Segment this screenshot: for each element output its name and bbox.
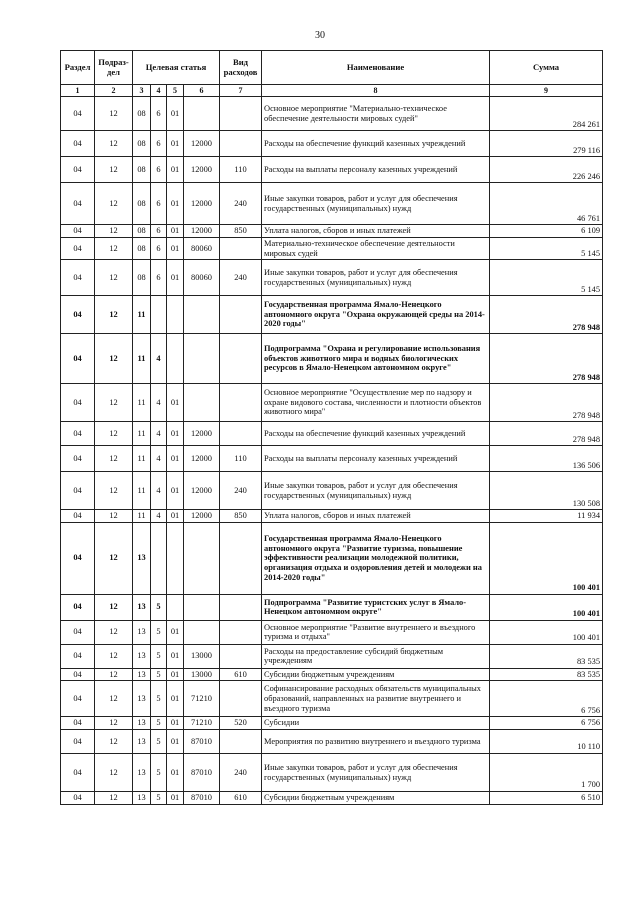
table-row [61,522,603,594]
section-cell: 04 [61,237,95,259]
subprogram-cell [151,296,167,334]
table-row [61,225,603,238]
direction-cell [184,334,220,384]
amount-cell: 279 116 [490,131,603,157]
subsection-cell: 12 [95,131,133,157]
table-row [61,131,603,157]
event-cell [167,334,184,384]
direction-cell [184,97,220,131]
event-cell: 01 [167,260,184,296]
event-cell: 01 [167,681,184,717]
program-cell: 11 [133,334,151,384]
program-cell: 11 [133,472,151,510]
direction-cell: 87010 [184,754,220,792]
subprogram-cell: 5 [151,792,167,805]
expense-type-cell [220,620,262,644]
subsection-cell: 12 [95,384,133,422]
amount-cell: 284 261 [490,97,603,131]
expense-type-cell: 240 [220,260,262,296]
table-row [61,97,603,131]
subsection-cell: 12 [95,792,133,805]
section-cell: 04 [61,422,95,446]
subprogram-cell: 4 [151,334,167,384]
subprogram-cell: 6 [151,131,167,157]
section-cell: 04 [61,681,95,717]
subprogram-cell: 4 [151,422,167,446]
subsection-cell: 12 [95,754,133,792]
expense-type-cell [220,334,262,384]
table-row [61,183,603,225]
event-cell: 01 [167,510,184,523]
item-name: Расходы на предоставление субсидий бюджетным учреждениям [262,644,490,668]
table-row [61,792,603,805]
program-cell: 11 [133,510,151,523]
item-name: Субсидии бюджетным учреждениям [262,668,490,681]
subprogram-cell: 4 [151,510,167,523]
program-cell: 11 [133,422,151,446]
subprogram-cell: 5 [151,668,167,681]
amount-cell: 100 401 [490,620,603,644]
header-subsection: Подраз-дел [95,51,133,85]
column-number: 3 [133,85,151,97]
event-cell: 01 [167,668,184,681]
section-cell: 04 [61,792,95,805]
subprogram-cell: 6 [151,157,167,183]
expense-type-cell [220,522,262,594]
amount-cell: 278 948 [490,384,603,422]
table-row [61,422,603,446]
item-name: Иные закупки товаров, работ и услуг для обеспечения государственных (муниципальных) нужд [262,754,490,792]
item-name: Подпрограмма "Развитие туристских услуг в Ямало-Ненецком автономном округе" [262,594,490,620]
section-cell: 04 [61,384,95,422]
section-cell: 04 [61,472,95,510]
expense-type-cell [220,296,262,334]
expense-type-cell: 110 [220,157,262,183]
section-cell: 04 [61,717,95,730]
item-name: Мероприятия по развитию внутреннего и въездного туризма [262,730,490,754]
expense-type-cell: 240 [220,183,262,225]
column-number: 6 [184,85,220,97]
direction-cell: 12000 [184,446,220,472]
section-cell: 04 [61,157,95,183]
subprogram-cell: 5 [151,681,167,717]
header-expense-type: Вид расходов [220,51,262,85]
event-cell: 01 [167,97,184,131]
expense-type-cell [220,131,262,157]
amount-cell: 100 401 [490,594,603,620]
program-cell: 13 [133,620,151,644]
subprogram-cell: 5 [151,717,167,730]
subsection-cell: 12 [95,183,133,225]
program-cell: 08 [133,157,151,183]
event-cell: 01 [167,754,184,792]
amount-cell: 6 510 [490,792,603,805]
expense-type-cell [220,594,262,620]
event-cell: 01 [167,225,184,238]
direction-cell: 71210 [184,681,220,717]
direction-cell: 80060 [184,260,220,296]
column-number: 4 [151,85,167,97]
direction-cell: 87010 [184,792,220,805]
section-cell: 04 [61,260,95,296]
program-cell: 08 [133,183,151,225]
section-cell: 04 [61,296,95,334]
subsection-cell: 12 [95,472,133,510]
expense-type-cell [220,97,262,131]
section-cell: 04 [61,97,95,131]
column-number: 9 [490,85,603,97]
subprogram-cell: 6 [151,260,167,296]
column-number: 5 [167,85,184,97]
program-cell: 13 [133,754,151,792]
item-name: Иные закупки товаров, работ и услуг для обеспечения государственных (муниципальных) нужд [262,260,490,296]
header-target: Целевая статья [133,51,220,85]
item-name: Основное мероприятие "Осуществление мер по надзору и охране видового состава, численности и плотности объектов животного мира" [262,384,490,422]
direction-cell: 12000 [184,131,220,157]
amount-cell: 278 948 [490,296,603,334]
table-row [61,446,603,472]
table-row [61,754,603,792]
expense-type-cell: 110 [220,446,262,472]
section-cell: 04 [61,510,95,523]
event-cell: 01 [167,183,184,225]
event-cell [167,594,184,620]
subsection-cell: 12 [95,620,133,644]
expense-type-cell [220,644,262,668]
amount-cell: 46 761 [490,183,603,225]
event-cell: 01 [167,384,184,422]
header-section: Раздел [61,51,95,85]
event-cell: 01 [167,792,184,805]
event-cell: 01 [167,157,184,183]
amount-cell: 136 506 [490,446,603,472]
subprogram-cell: 5 [151,620,167,644]
program-cell: 13 [133,717,151,730]
direction-cell: 12000 [184,422,220,446]
subsection-cell: 12 [95,510,133,523]
section-cell: 04 [61,334,95,384]
table-row [61,384,603,422]
program-cell: 13 [133,644,151,668]
amount-cell: 10 110 [490,730,603,754]
amount-cell: 6 109 [490,225,603,238]
section-cell: 04 [61,620,95,644]
subprogram-cell: 6 [151,183,167,225]
amount-cell: 130 508 [490,472,603,510]
direction-cell: 80060 [184,237,220,259]
subsection-cell: 12 [95,97,133,131]
item-name: Иные закупки товаров, работ и услуг для обеспечения государственных (муниципальных) нужд [262,183,490,225]
program-cell: 13 [133,730,151,754]
program-cell: 13 [133,594,151,620]
direction-cell: 13000 [184,668,220,681]
direction-cell: 13000 [184,644,220,668]
program-cell: 13 [133,792,151,805]
item-name: Основное мероприятие "Материально-техническое обеспечение деятельности мировых судей" [262,97,490,131]
program-cell: 08 [133,260,151,296]
section-cell: 04 [61,183,95,225]
program-cell: 08 [133,131,151,157]
program-cell: 08 [133,237,151,259]
item-name: Софинансирование расходных обязательств муниципальных образований, направленных на развитие внутреннего и въездного туризма [262,681,490,717]
subsection-cell: 12 [95,225,133,238]
budget-table [60,50,603,805]
expense-type-cell [220,384,262,422]
expense-type-cell: 850 [220,225,262,238]
item-name: Расходы на выплаты персоналу казенных учреждений [262,446,490,472]
section-cell: 04 [61,225,95,238]
header-amount: Сумма [490,51,603,85]
subsection-cell: 12 [95,668,133,681]
section-cell: 04 [61,644,95,668]
amount-cell: 278 948 [490,422,603,446]
direction-cell: 12000 [184,183,220,225]
amount-cell: 83 535 [490,668,603,681]
table-row [61,668,603,681]
item-name: Государственная программа Ямало-Ненецкого автономного округа "Развитие туризма, повышение эффективности реализации молодежной политики, организация отдыха и оздоровления детей и молодежи на 2014-2020 годы" [262,522,490,594]
event-cell [167,522,184,594]
expense-type-cell: 240 [220,472,262,510]
program-cell: 11 [133,446,151,472]
header-name: Наименование [262,51,490,85]
event-cell: 01 [167,237,184,259]
section-cell: 04 [61,522,95,594]
table-row [61,644,603,668]
item-name: Расходы на выплаты персоналу казенных учреждений [262,157,490,183]
event-cell: 01 [167,422,184,446]
direction-cell [184,522,220,594]
table-row [61,620,603,644]
subsection-cell: 12 [95,422,133,446]
table-row [61,157,603,183]
subprogram-cell: 5 [151,644,167,668]
event-cell: 01 [167,620,184,644]
table-row [61,717,603,730]
column-number: 8 [262,85,490,97]
item-name: Уплата налогов, сборов и иных платежей [262,510,490,523]
section-cell: 04 [61,668,95,681]
direction-cell: 12000 [184,472,220,510]
table-row [61,296,603,334]
event-cell: 01 [167,472,184,510]
expense-type-cell: 240 [220,754,262,792]
item-name: Субсидии [262,717,490,730]
table-row [61,510,603,523]
expense-type-cell [220,237,262,259]
item-name: Субсидии бюджетным учреждениям [262,792,490,805]
item-name: Материально-техническое обеспечение деятельности мировых судей [262,237,490,259]
item-name: Иные закупки товаров, работ и услуг для обеспечения государственных (муниципальных) нужд [262,472,490,510]
event-cell: 01 [167,730,184,754]
program-cell: 08 [133,225,151,238]
event-cell: 01 [167,131,184,157]
item-name: Расходы на обеспечение функций казенных учреждений [262,422,490,446]
amount-cell: 278 948 [490,334,603,384]
column-number: 7 [220,85,262,97]
amount-cell: 5 145 [490,260,603,296]
program-cell: 08 [133,97,151,131]
subsection-cell: 12 [95,681,133,717]
amount-cell: 5 145 [490,237,603,259]
expense-type-cell [220,681,262,717]
expense-type-cell: 520 [220,717,262,730]
expense-type-cell: 610 [220,668,262,681]
column-number: 1 [61,85,95,97]
table-row [61,260,603,296]
section-cell: 04 [61,730,95,754]
subsection-cell: 12 [95,334,133,384]
table-row [61,334,603,384]
event-cell [167,296,184,334]
subprogram-cell: 5 [151,754,167,792]
subsection-cell: 12 [95,296,133,334]
direction-cell [184,620,220,644]
event-cell: 01 [167,644,184,668]
table-row [61,681,603,717]
section-cell: 04 [61,446,95,472]
subsection-cell: 12 [95,594,133,620]
direction-cell: 71210 [184,717,220,730]
direction-cell [184,594,220,620]
subsection-cell: 12 [95,717,133,730]
subprogram-cell: 4 [151,446,167,472]
table-row [61,237,603,259]
subprogram-cell: 4 [151,472,167,510]
amount-cell: 6 756 [490,681,603,717]
column-number-row [61,85,603,97]
subsection-cell: 12 [95,644,133,668]
amount-cell: 100 401 [490,522,603,594]
subprogram-cell: 5 [151,730,167,754]
direction-cell: 87010 [184,730,220,754]
direction-cell: 12000 [184,510,220,523]
expense-type-cell [220,422,262,446]
subsection-cell: 12 [95,260,133,296]
section-cell: 04 [61,594,95,620]
expense-type-cell [220,730,262,754]
amount-cell: 11 934 [490,510,603,523]
subsection-cell: 12 [95,237,133,259]
program-cell: 13 [133,522,151,594]
header-row [61,51,603,85]
subprogram-cell [151,522,167,594]
table-row [61,594,603,620]
expense-type-cell: 610 [220,792,262,805]
program-cell: 13 [133,681,151,717]
direction-cell: 12000 [184,225,220,238]
amount-cell: 83 535 [490,644,603,668]
table-row [61,472,603,510]
program-cell: 11 [133,296,151,334]
subsection-cell: 12 [95,730,133,754]
item-name: Основное мероприятие "Развитие внутреннего и въездного туризма и отдыха" [262,620,490,644]
item-name: Уплата налогов, сборов и иных платежей [262,225,490,238]
item-name: Государственная программа Ямало-Ненецкого автономного округа "Охрана окружающей среды на 2014-2020 годы" [262,296,490,334]
subprogram-cell: 6 [151,225,167,238]
direction-cell: 12000 [184,157,220,183]
subprogram-cell: 6 [151,97,167,131]
table-row [61,730,603,754]
column-number: 2 [95,85,133,97]
direction-cell [184,296,220,334]
section-cell: 04 [61,131,95,157]
page-number: 30 [315,30,325,41]
direction-cell [184,384,220,422]
subsection-cell: 12 [95,522,133,594]
subprogram-cell: 4 [151,384,167,422]
expense-type-cell: 850 [220,510,262,523]
subprogram-cell: 6 [151,237,167,259]
amount-cell: 1 700 [490,754,603,792]
subsection-cell: 12 [95,157,133,183]
item-name: Подпрограмма "Охрана и регулирование использования объектов животного мира и водных биологических ресурсов в Ямало-Ненецком автономном округе" [262,334,490,384]
subsection-cell: 12 [95,446,133,472]
event-cell: 01 [167,446,184,472]
event-cell: 01 [167,717,184,730]
item-name: Расходы на обеспечение функций казенных учреждений [262,131,490,157]
amount-cell: 6 756 [490,717,603,730]
subprogram-cell: 5 [151,594,167,620]
section-cell: 04 [61,754,95,792]
program-cell: 11 [133,384,151,422]
program-cell: 13 [133,668,151,681]
amount-cell: 226 246 [490,157,603,183]
